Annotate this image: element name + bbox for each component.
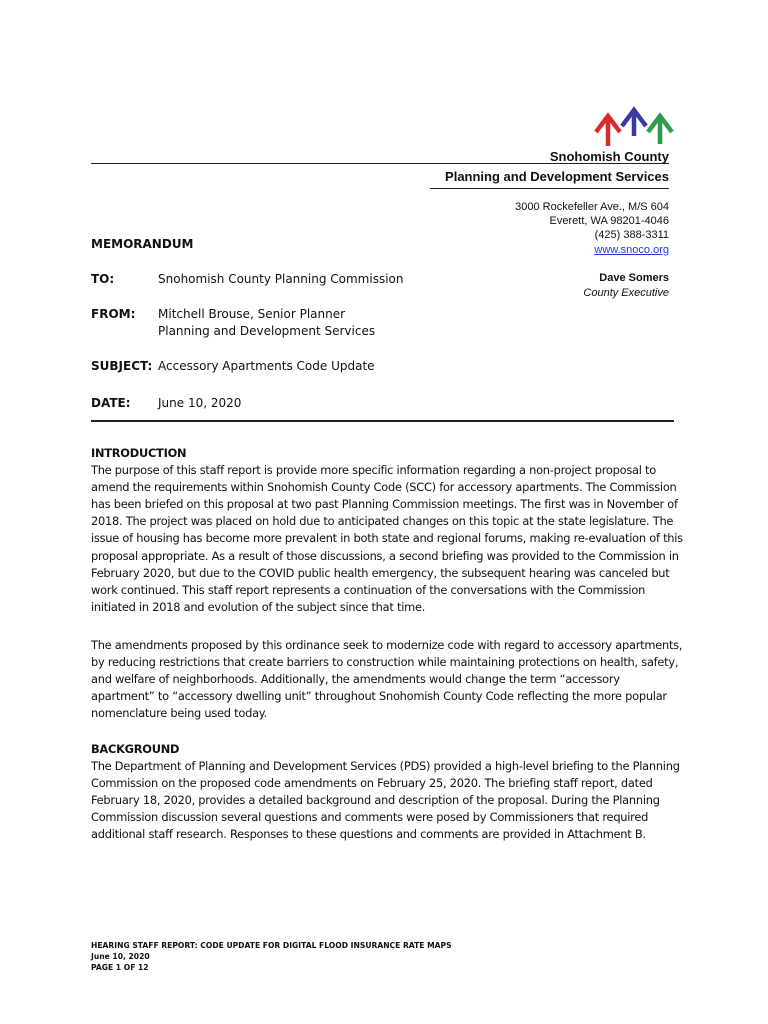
introduction-heading: INTRODUCTION — [91, 446, 187, 460]
date-value: June 10, 2020 — [158, 396, 242, 410]
address-block — [515, 200, 669, 257]
date-label: DATE: — [91, 396, 131, 410]
county-logo — [594, 106, 674, 148]
subject-value: Accessory Apartments Code Update — [158, 359, 375, 373]
to-label: TO: — [91, 272, 115, 286]
letterhead-dept-rule — [430, 188, 669, 189]
executive-block — [583, 271, 669, 300]
introduction-section — [91, 445, 685, 616]
phone-number: (425) 388-3311 — [594, 229, 669, 242]
memo-title: MEMORANDUM — [91, 237, 194, 251]
county-name: Snohomish County — [549, 149, 669, 164]
subject-label: SUBJECT: — [91, 359, 153, 373]
memo-header-rule — [91, 420, 674, 422]
footer-report-title: HEARING STAFF REPORT: CODE UPDATE FOR DIGITAL FLOOD INSURANCE RATE MAPS — [91, 941, 452, 950]
executive-name: Dave Somers — [599, 272, 669, 284]
background-section — [91, 741, 685, 844]
background-paragraph: The Department of Planning and Development Services (PDS) provided a high-level briefing to the Planning Commission on the proposed code amendments on February 25, 2020. The briefing staff report, dated February 18, 2020, provides a detailed background and description of the proposal. During the Planning Commission discussion several questions and comments were posed by Commissioners that required additional staff research. Responses to these questions and comments are provided in Attachment B. — [91, 759, 680, 842]
introduction-paragraph: The purpose of this staff report is provide more specific information regarding a non-project proposal to amend the requirements within Snohomish County Code (SCC) for accessory apartments. The Commission has been briefed on this proposal at two past Planning Commission meetings. The first was in November of 2018. The project was placed on hold due to anticipated changes on this topic at the state legislature. The issue of housing has become more prevalent in both state and regional forums, making re-evaluation of this proposal appropriate. As a result of those discussions, a second briefing was provided to the Commission in February 2020, but due to the COVID public health emergency, the subsequent hearing was canceled but work continued. This staff report represents a continuation of the conversations with the Commission initiated in 2018 and evolution of the subject since that time. — [91, 463, 683, 614]
logo-green-tree-icon — [648, 116, 672, 144]
website-link[interactable]: www.snoco.org — [594, 243, 669, 256]
footer-page-number: PAGE 1 OF 12 — [91, 963, 149, 973]
address-line: 3000 Rockefeller Ave., M/S 604 — [515, 201, 669, 213]
executive-title: County Executive — [583, 286, 669, 299]
amendments-paragraph: The amendments proposed by this ordinance seek to modernize code with regard to accessory apartments, by reducing restrictions that create barriers to construction while maintaining protections on health, safety, and welfare of neighborhoods. Additionally, the amendments would change the term “accessory apartment” to “accessory dwelling unit” throughout Snohomish County Code reflecting the more popular nomenclature being used today. — [91, 638, 683, 721]
address-line: Everett, WA 98201-4046 — [549, 215, 669, 228]
amendments-section — [91, 637, 685, 722]
from-value-line2: Planning and Development Services — [158, 324, 376, 338]
footer-date: June 10, 2020 — [91, 952, 150, 962]
logo-red-tree-icon — [596, 116, 620, 146]
to-value: Snohomish County Planning Commission — [158, 272, 404, 286]
page-footer — [91, 940, 452, 974]
from-value-line1: Mitchell Brouse, Senior Planner — [158, 307, 346, 321]
department-name: Planning and Development Services — [445, 169, 669, 184]
background-heading: BACKGROUND — [91, 742, 180, 756]
from-label: FROM: — [91, 307, 136, 321]
logo-blue-tree-icon — [622, 110, 646, 136]
